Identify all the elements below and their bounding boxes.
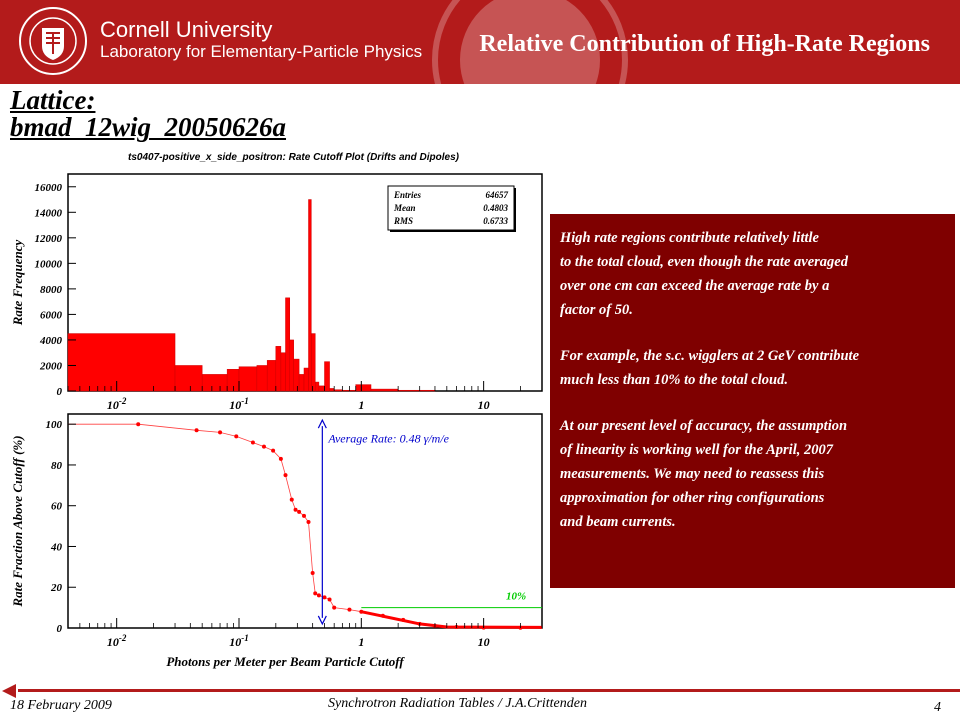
rate-frequency-histogram [0, 164, 550, 414]
histogram-bar [299, 374, 304, 391]
data-point [313, 591, 317, 595]
footer-divider [18, 689, 960, 692]
histogram-bar [356, 385, 371, 391]
threshold-label: 10% [506, 590, 527, 603]
x-axis-label: Photons per Meter per Beam Particle Cutoff [166, 654, 404, 669]
histogram-bar [202, 374, 227, 391]
x-tick-label: 10 [477, 635, 490, 649]
y-tick-label: 100 [45, 419, 62, 432]
para3-line4: approximation for other ring configurations [560, 490, 825, 506]
histogram-bar [281, 353, 286, 391]
header-banner [0, 0, 960, 84]
para1-line1: High rate regions contribute relatively little [560, 230, 819, 246]
y-tick-label: 4000 [40, 334, 62, 347]
y-tick-label: 0 [56, 623, 62, 635]
histogram-bar [330, 388, 335, 391]
para3-line2: of linearity is working well for the April, 2007 [560, 442, 833, 458]
scatter-frame [68, 414, 542, 628]
para3-line5: and beam currents. [560, 514, 676, 530]
histogram-bar [315, 382, 319, 391]
data-point [262, 445, 266, 449]
y-axis-label: Rate Frequency [10, 239, 25, 326]
histogram-bar [398, 390, 435, 391]
data-point [294, 508, 298, 512]
commentary-box [550, 214, 955, 588]
data-point [322, 595, 326, 599]
data-point [302, 514, 306, 518]
stats-label: Mean [394, 203, 416, 213]
histogram-bar [276, 346, 281, 391]
histogram-bar [308, 200, 311, 391]
y-tick-label: 20 [51, 582, 62, 595]
para2-line1: For example, the s.c. wigglers at 2 GeV contribute [560, 348, 859, 364]
y-tick-label: 40 [51, 541, 62, 554]
y-tick-label: 2000 [40, 360, 62, 373]
x-tick-label: 1 [358, 635, 365, 649]
histogram-bar [267, 360, 276, 391]
data-point [279, 457, 283, 461]
lattice-label: Lattice: [10, 85, 96, 115]
y-tick-label: 14000 [34, 207, 62, 220]
x-tick-label: $10^{-2}$ [106, 396, 127, 412]
data-point [271, 449, 275, 453]
data-point [290, 498, 294, 502]
histogram-bar [68, 334, 175, 391]
para1-line2: to the total cloud, even though the rate averaged [560, 254, 848, 270]
histogram-title: ts0407-positive_x_side_positron: Rate Cutoff Plot (Drifts and Dipoles) [128, 152, 459, 163]
y-tick-label: 0 [56, 386, 62, 398]
para1-line3: over one cm can exceed the average rate by a [560, 278, 830, 294]
x-tick-label: $10^{-2}$ [106, 633, 127, 649]
para3-line3: measurements. We may need to reassess this [560, 466, 825, 482]
y-axis-label: Rate Fraction Above Cutoff (%) [10, 435, 25, 607]
data-point [251, 441, 255, 445]
y-tick-label: 8000 [40, 283, 62, 296]
y-tick-label: 16000 [34, 181, 62, 194]
para3-line1: At our present level of accuracy, the assumption [560, 418, 848, 434]
histogram-bar [294, 359, 299, 391]
x-tick-label: 10 [477, 398, 490, 412]
cornell-seal-icon [18, 6, 88, 76]
data-point [317, 593, 321, 597]
data-point [306, 520, 310, 524]
lattice-name: bmad_12wig_20050626a [10, 112, 287, 142]
average-rate-label: Average Rate: 0.48 γ/m/e [328, 431, 450, 446]
histogram-bar [257, 365, 267, 391]
para1-line4: factor of 50. [560, 302, 633, 318]
y-tick-label: 6000 [40, 309, 62, 322]
histogram-bar [371, 389, 398, 391]
y-tick-label: 12000 [34, 232, 62, 245]
y-tick-label: 60 [51, 500, 62, 513]
stats-value: 0.6733 [483, 216, 508, 226]
y-tick-label: 80 [51, 459, 62, 472]
histogram-bar [334, 390, 342, 391]
data-point [136, 422, 140, 426]
stats-label: Entries [394, 190, 422, 200]
laboratory-name: Laboratory for Elementary-Particle Physics [100, 42, 423, 61]
previous-slide-arrow-icon[interactable] [2, 684, 16, 698]
page-number: 4 [934, 700, 941, 715]
data-point [218, 430, 222, 434]
slide-title: Relative Contribution of High-Rate Regions [479, 31, 930, 57]
histogram-bar [290, 340, 294, 391]
data-point [297, 510, 301, 514]
x-tick-label: 1 [358, 398, 365, 412]
x-tick-label: $10^{-1}$ [229, 396, 249, 412]
data-point [332, 606, 336, 610]
data-point [195, 428, 199, 432]
data-point [347, 608, 351, 612]
histogram-bar [311, 334, 315, 391]
data-point [311, 571, 315, 575]
histogram-bar [175, 365, 202, 391]
histogram-bar [239, 367, 257, 391]
data-point [234, 434, 238, 438]
histogram-bar [304, 368, 308, 391]
histogram-bar [342, 390, 355, 391]
y-tick-label: 10000 [34, 258, 62, 271]
stats-label: RMS [394, 216, 414, 226]
rate-fraction-plot [0, 410, 550, 675]
data-point [284, 473, 288, 477]
histogram-bar [286, 298, 290, 391]
histogram-bar [324, 362, 329, 391]
para2-line2: much less than 10% to the total cloud. [560, 372, 788, 388]
stats-value: 0.4803 [483, 203, 508, 213]
footer-title: Synchrotron Radiation Tables / J.A.Crittenden [328, 696, 587, 711]
histogram-bar [319, 386, 325, 391]
footer-date: 18 February 2009 [10, 698, 112, 713]
stats-value: 64657 [485, 190, 508, 200]
university-name: Cornell University [100, 17, 273, 42]
data-point [328, 597, 332, 601]
x-tick-label: $10^{-1}$ [229, 633, 249, 649]
